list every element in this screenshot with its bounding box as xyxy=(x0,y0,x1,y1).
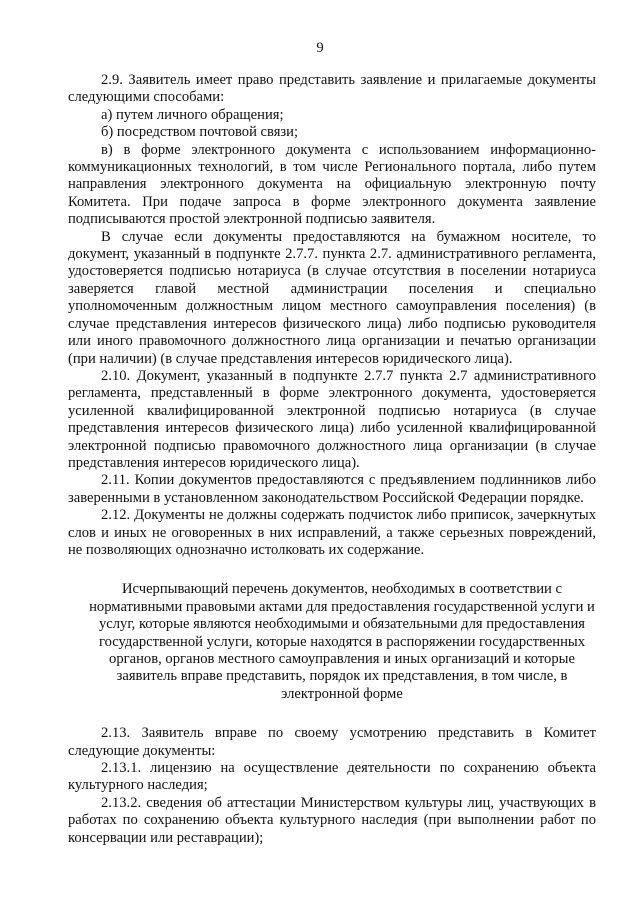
section-heading xyxy=(68,581,596,703)
paragraph: 2.9. Заявитель имеет право представить заявление и прилагаемые документы следующими способами: xyxy=(68,72,596,106)
paragraph: 2.13. Заявитель вправе по своему усмотрению представить в Комитет следующие документы: xyxy=(68,725,596,759)
paragraph: В случае если документы предоставляются на бумажном носителе, то документ, указанный в подпункте 2.7.7. пункта 2.7. административного регламента, удостоверяется подписью нотариуса (в случае отсутствия в поселении нотариуса заверяется главой местной администрации поселения и специально уполномоченным должностным лицом местного самоуправления поселения) (в случае представления интересов физического лица) либо подписью руководителя или иного правомочного должностного лица организации и печатью организации (при наличии) (в случае представления интересов юридического лица). xyxy=(68,228,596,367)
page-number: 9 xyxy=(316,40,324,56)
paragraph: 2.10. Документ, указанный в подпункте 2.7.7 пункта 2.7 административного регламента, представленный в форме электронного документа, удостоверяется усиленной квалифицированной электронной подписью нотариуса (в случае представления интересов физического лица) либо усиленной квалифицированной электронной подписью правомочного должностного лица организации (в случае представления интересов юридического лица). xyxy=(68,367,596,471)
paragraph: в) в форме электронного документа с использованием информационно-коммуникационных технологий, в том числе Регионального портала, либо путем направления электронного документа на официальную электронную почту Комитета. При подаче запроса в форме электронного документа заявление подписываются простой электронной подписью заявителя. xyxy=(68,141,596,228)
paragraph: 2.11. Копии документов предоставляются с предъявлением подлинников либо заверенными в установленном законодательством Российской Федерации порядке. xyxy=(68,472,596,506)
paragraph: а) путем личного обращения; xyxy=(101,106,284,123)
paragraph: 2.13.2. сведения об аттестации Министерством культуры лиц, участвующих в работах по сохранению объекта культурного наследия (при выполнении работ по консервации или реставрации); xyxy=(68,794,596,846)
document-body xyxy=(68,72,596,847)
paragraph: 2.12. Документы не должны содержать подчисток либо приписок, зачеркнутых слов и иных не оговоренных в них исправлений, а также серьезных повреждений, не позволяющих однозначно истолковать их содержание. xyxy=(68,507,596,558)
section-top-paragraphs xyxy=(68,72,596,559)
section-bottom-paragraphs xyxy=(68,725,596,847)
section-heading-text: Исчерпывающий перечень документов, необходимых в соответствии с нормативными правовыми актами для предоставления государственной услуги и услуг, которые являются необходимыми и обязательными для предоставления государственной услуги, которые находятся в распоряжении государственных органов, органов местного самоуправления и иных организаций и которые заявитель вправе представить, порядок их представления, в том числе, в электронной форме xyxy=(89,581,595,702)
paragraph: б) посредством почтовой связи; xyxy=(101,124,299,141)
paragraph: 2.13.1. лицензию на осуществление деятельности по сохранению объекта культурного наследия; xyxy=(68,760,596,794)
